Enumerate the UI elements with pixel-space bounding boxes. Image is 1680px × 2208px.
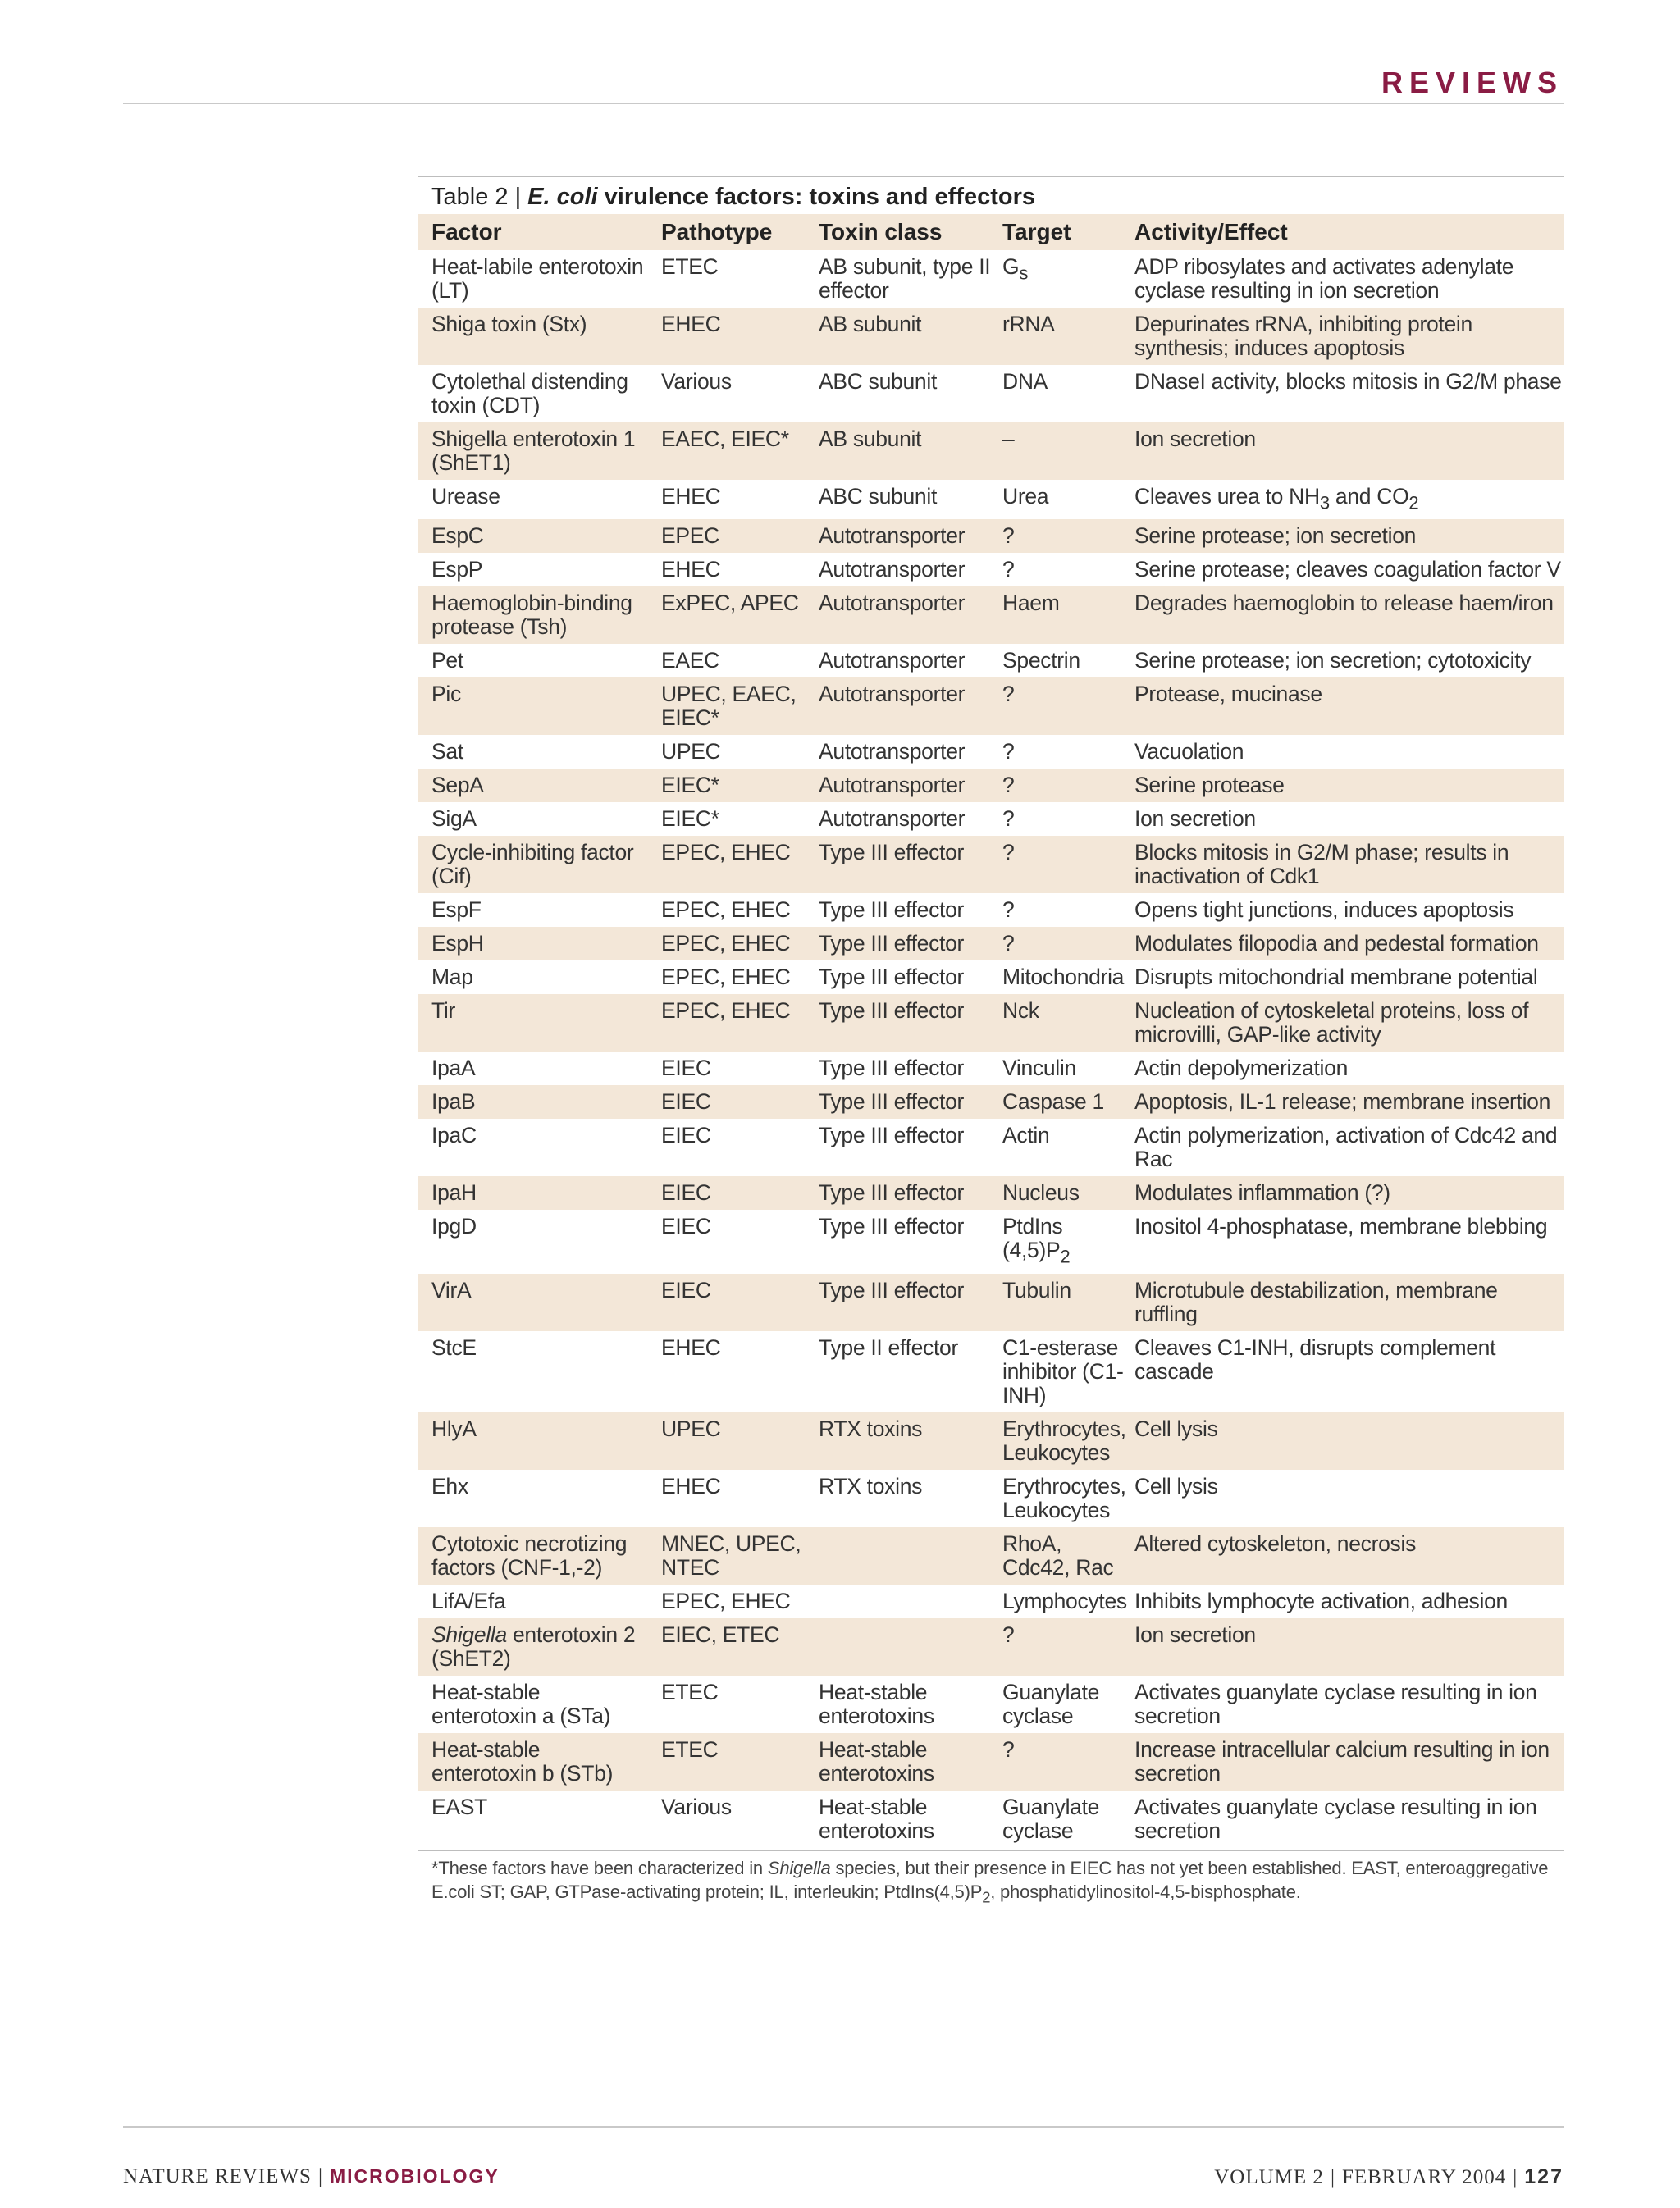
table-row xyxy=(418,927,1564,960)
cell-factor: IpaH xyxy=(418,1176,648,1210)
cell-target: Nck xyxy=(999,994,1131,1052)
column-header: Factor xyxy=(418,214,648,250)
cell-target: DNA xyxy=(1002,369,1048,394)
table-row xyxy=(418,1676,1564,1733)
cell-pathotype: UPEC, EAEC, EIEC* xyxy=(648,677,806,735)
cell-toxin-class: Autotransporter xyxy=(806,519,999,553)
table-row xyxy=(418,1412,1564,1470)
table-row xyxy=(418,802,1564,836)
journal-name: NATURE REVIEWS xyxy=(123,2165,312,2187)
table-row xyxy=(418,960,1564,994)
cell-factor: Urease xyxy=(431,484,500,509)
table-title-italic: E. coli xyxy=(527,184,598,210)
cell-pathotype: ETEC xyxy=(661,1679,719,1704)
cell-toxin-class: Type III effector xyxy=(806,994,999,1052)
footer-issue: VOLUME 2 | FEBRUARY 2004 | 127 xyxy=(1214,2165,1564,2188)
cell-factor: EspF xyxy=(431,897,482,923)
cell-toxin-class: Autotransporter xyxy=(806,769,999,802)
cell-toxin-class: ABC subunit xyxy=(819,484,938,509)
cell-effect: Ion secretion xyxy=(1131,422,1564,480)
cell-effect: Cell lysis xyxy=(1134,1473,1218,1499)
cell-pathotype: EHEC xyxy=(661,484,721,509)
cell-pathotype: EPEC, EHEC xyxy=(648,836,806,893)
cell-effect: Nucleation of cytoskeletal proteins, loss of microvilli, GAP-like activity xyxy=(1131,994,1564,1052)
cell-pathotype: Various xyxy=(661,1794,732,1819)
cell-target: Erythrocytes, Leukocytes xyxy=(1002,1473,1126,1522)
cell-effect: Degrades haemoglobin to release haem/iron xyxy=(1131,586,1564,644)
cell-factor: Cytolethal distending toxin (CDT) xyxy=(431,369,628,417)
cell-effect: Inhibits lymphocyte activation, adhesion xyxy=(1134,1588,1508,1613)
cell-toxin-class: Type III effector xyxy=(806,1176,999,1210)
table-row xyxy=(418,1085,1564,1119)
cell-factor: EspH xyxy=(418,927,648,960)
cell-toxin-class: Autotransporter xyxy=(806,677,999,735)
table-footnote: *These factors have been characterized in Shigella species, but their presence in EIEC has not yet been established. EAST, enteroaggregative E.coli ST; GAP, GTPase-activating protein; IL, interleukin; $PtdIns(4,5)P_2$, phosphatidylinositol-4,5-bisphosphate. xyxy=(431,1857,1549,1905)
cell-factor: Tir xyxy=(418,994,648,1052)
cell-toxin-class: AB subunit xyxy=(806,422,999,480)
cell-target: – xyxy=(999,422,1131,480)
cell-toxin-class: RTX toxins xyxy=(819,1473,923,1499)
column-header: Target xyxy=(999,214,1131,250)
cell-target: Guanylate cyclase xyxy=(1002,1794,1100,1843)
cell-toxin-class: Type III effector xyxy=(806,927,999,960)
cell-pathotype: EHEC xyxy=(648,308,806,365)
cell-toxin-class: Type III effector xyxy=(819,965,965,990)
cell-target: ? xyxy=(1002,897,1015,923)
table-row xyxy=(418,1331,1564,1412)
cell-factor: Heat-labile enterotoxin (LT) xyxy=(431,254,644,303)
table-row xyxy=(418,1618,1564,1676)
cell-target: RhoA, Cdc42, Rac xyxy=(999,1527,1131,1585)
column-header: Pathotype xyxy=(648,214,806,250)
cell-toxin-class xyxy=(806,1585,999,1618)
cell-effect: Apoptosis, IL-1 release; membrane insertion xyxy=(1131,1085,1564,1119)
cell-factor: IpaB xyxy=(418,1085,648,1119)
cell-effect: Cell lysis xyxy=(1131,1412,1564,1470)
table-row xyxy=(418,994,1564,1052)
cell-pathotype: EIEC xyxy=(661,1056,711,1081)
cell-pathotype: ExPEC, APEC xyxy=(648,586,806,644)
cell-toxin-class xyxy=(806,1618,999,1676)
table-row xyxy=(418,553,1564,586)
cell-target: ? xyxy=(999,519,1131,553)
table-row xyxy=(418,1527,1564,1585)
cell-factor: HlyA xyxy=(418,1412,648,1470)
column-header: Activity/Effect xyxy=(1131,214,1564,250)
cell-toxin-class: Type III effector xyxy=(819,1214,965,1239)
cell-effect: Actin polymerization, activation of Cdc42 and Rac xyxy=(1134,1123,1558,1172)
table-body xyxy=(418,250,1564,1848)
cell-pathotype: UPEC xyxy=(648,1412,806,1470)
cell-target: Mitochondria xyxy=(1002,965,1125,990)
cell-effect: Serine protease; ion secretion xyxy=(1131,519,1564,553)
cell-toxin-class: Type III effector xyxy=(819,1123,965,1148)
cell-factor: Shigella enterotoxin 1 (ShET1) xyxy=(418,422,648,480)
cell-factor: VirA xyxy=(418,1274,648,1331)
cell-target: Haem xyxy=(999,586,1131,644)
table-row xyxy=(418,1210,1564,1273)
footer-journal: NATURE REVIEWS | MICROBIOLOGY xyxy=(123,2165,500,2187)
cell-target: C1-esterase inhibitor (C1-INH) xyxy=(1002,1334,1124,1407)
cell-target: Erythrocytes, Leukocytes xyxy=(999,1412,1131,1470)
table-row xyxy=(418,644,1564,677)
cell-pathotype: EIEC, ETEC xyxy=(648,1618,806,1676)
cell-pathotype: EIEC xyxy=(648,1274,806,1331)
cell-pathotype: ETEC xyxy=(648,1733,806,1791)
cell-target: Lymphocytes xyxy=(1002,1588,1127,1613)
cell-factor: LifA/Efa xyxy=(431,1588,506,1613)
table-top-rule xyxy=(418,176,1564,177)
journal-subtitle: MICROBIOLOGY xyxy=(329,2165,500,2187)
cell-effect: Increase intracellular calcium resulting in ion secretion xyxy=(1131,1733,1564,1791)
cell-toxin-class: Heat-stable enterotoxins xyxy=(819,1679,934,1728)
cell-toxin-class: Type II effector xyxy=(819,1334,958,1360)
cell-pathotype: ETEC xyxy=(661,254,719,279)
cell-effect: Actin depolymerization xyxy=(1134,1056,1349,1081)
table-number: Table 2 | xyxy=(431,184,522,210)
cell-effect: Activates guanylate cyclase resulting in ion secretion xyxy=(1134,1794,1537,1843)
cell-effect: Cleaves urea to $NH_3$ and $CO_2$ xyxy=(1134,484,1419,513)
cell-toxin-class: Heat-stable enterotoxins xyxy=(806,1733,999,1791)
cell-pathotype: UPEC xyxy=(661,739,721,764)
cell-effect: ADP ribosylates and activates adenylate cyclase resulting in ion secretion xyxy=(1134,254,1514,303)
cell-pathotype: EPEC, EHEC xyxy=(661,1588,791,1613)
cell-effect: Vacuolation xyxy=(1134,739,1244,764)
table-row xyxy=(418,1470,1564,1527)
cell-toxin-class: Autotransporter xyxy=(819,648,966,673)
cell-pathotype: EIEC xyxy=(648,1085,806,1119)
table-row xyxy=(418,1176,1564,1210)
volume-label: VOLUME 2 xyxy=(1214,2166,1324,2188)
cell-target: ? xyxy=(1002,806,1015,832)
cell-effect: Opens tight junctions, induces apoptosis xyxy=(1134,897,1514,923)
cell-pathotype: EPEC, EHEC xyxy=(661,965,791,990)
cell-effect: Disrupts mitochondrial membrane potential xyxy=(1134,965,1538,990)
cell-effect: Serine protease xyxy=(1131,769,1564,802)
cell-factor: SepA xyxy=(418,769,648,802)
table-row xyxy=(418,519,1564,553)
cell-factor: EAST xyxy=(431,1794,488,1819)
cell-pathotype: EIEC xyxy=(648,1176,806,1210)
cell-toxin-class: Autotransporter xyxy=(819,739,966,764)
cell-factor: Haemoglobin-binding protease (Tsh) xyxy=(418,586,648,644)
cell-pathotype: EIEC xyxy=(661,1123,711,1148)
cell-pathotype: EHEC xyxy=(661,557,721,582)
cell-factor: Map xyxy=(431,965,473,990)
cell-target: Tubulin xyxy=(999,1274,1131,1331)
cell-factor: Cytotoxic necrotizing factors (CNF-1,-2) xyxy=(418,1527,648,1585)
cell-pathotype: EIEC* xyxy=(648,769,806,802)
table-row xyxy=(418,1052,1564,1085)
table-row xyxy=(418,586,1564,644)
cell-target: Vinculin xyxy=(1002,1056,1076,1081)
cell-factor: Heat-stable enterotoxin a (STa) xyxy=(431,1679,611,1728)
cell-target: ? xyxy=(999,927,1131,960)
table-row xyxy=(418,1733,1564,1791)
table-row xyxy=(418,893,1564,927)
cell-target: ? xyxy=(999,1733,1131,1791)
cell-toxin-class: Type III effector xyxy=(819,1056,965,1081)
cell-target: ? xyxy=(1002,739,1015,764)
cell-target: Guanylate cyclase xyxy=(1002,1679,1100,1728)
cell-toxin-class: Autotransporter xyxy=(819,806,966,832)
cell-pathotype: EHEC xyxy=(661,1334,721,1360)
cell-target: ? xyxy=(999,1618,1131,1676)
table-row xyxy=(418,677,1564,735)
cell-pathotype: EHEC xyxy=(661,1473,721,1499)
issue-date: FEBRUARY 2004 xyxy=(1341,2166,1507,2188)
cell-effect: Activates guanylate cyclase resulting in ion secretion xyxy=(1134,1679,1537,1728)
cell-factor: Pic xyxy=(418,677,648,735)
cell-target: ? xyxy=(999,769,1131,802)
cell-pathotype: EIEC xyxy=(661,1214,711,1239)
section-label: REVIEWS xyxy=(1381,66,1564,99)
cell-effect: Depurinates rRNA, inhibiting protein synthesis; induces apoptosis xyxy=(1131,308,1564,365)
column-header: Toxin class xyxy=(806,214,999,250)
cell-toxin-class: Type III effector xyxy=(806,1274,999,1331)
virulence-factors-table xyxy=(418,214,1564,1848)
cell-pathotype: EPEC, EHEC xyxy=(648,927,806,960)
cell-target: $G_s$ xyxy=(1002,254,1029,284)
table-row xyxy=(418,365,1564,422)
cell-effect: Blocks mitosis in G2/M phase; results in inactivation of Cdk1 xyxy=(1131,836,1564,893)
cell-toxin-class: Heat-stable enterotoxins xyxy=(819,1794,934,1843)
table-row xyxy=(418,735,1564,769)
cell-toxin-class: Type III effector xyxy=(819,897,965,923)
footer-divider xyxy=(123,2126,1564,2128)
cell-pathotype: EPEC, EHEC xyxy=(661,897,791,923)
cell-target: PtdIns $(4,5)P_2$ xyxy=(1002,1214,1071,1267)
table-bottom-rule xyxy=(418,1850,1564,1851)
cell-effect: Serine protease; ion secretion; cytotoxicity xyxy=(1134,648,1532,673)
table-row xyxy=(418,836,1564,893)
cell-factor: Ehx xyxy=(431,1473,468,1499)
cell-target: ? xyxy=(1002,557,1015,582)
table-title: virulence factors: toxins and effectors xyxy=(604,184,1036,210)
cell-toxin-class: AB subunit xyxy=(806,308,999,365)
table-row xyxy=(418,250,1564,308)
cell-factor: Shigella enterotoxin 2 (ShET2) xyxy=(418,1618,648,1676)
cell-target: ? xyxy=(999,677,1131,735)
cell-toxin-class: Autotransporter xyxy=(819,557,966,582)
table-row xyxy=(418,422,1564,480)
cell-pathotype: MNEC, UPEC, NTEC xyxy=(648,1527,806,1585)
cell-pathotype: EAEC xyxy=(661,648,719,673)
cell-target: Spectrin xyxy=(1002,648,1080,673)
cell-factor: IpaA xyxy=(431,1056,476,1081)
cell-toxin-class xyxy=(806,1527,999,1585)
table-row xyxy=(418,1791,1564,1848)
cell-toxin-class: Autotransporter xyxy=(806,586,999,644)
cell-pathotype: EIEC* xyxy=(661,806,719,832)
cell-effect: Protease, mucinase xyxy=(1131,677,1564,735)
cell-factor: Shiga toxin (Stx) xyxy=(418,308,648,365)
table-row xyxy=(418,1585,1564,1618)
cell-factor: EspC xyxy=(418,519,648,553)
cell-effect: Inositol 4-phosphatase, membrane blebbing xyxy=(1134,1214,1548,1239)
table-row xyxy=(418,308,1564,365)
cell-target: ? xyxy=(999,836,1131,893)
cell-target: Actin xyxy=(1002,1123,1050,1148)
cell-target: rRNA xyxy=(999,308,1131,365)
cell-factor: IpaC xyxy=(431,1123,477,1148)
cell-effect: DNaseI activity, blocks mitosis in G2/M phase xyxy=(1134,369,1562,394)
cell-factor: Pet xyxy=(431,648,463,673)
cell-factor: Sat xyxy=(431,739,463,764)
cell-effect: Serine protease; cleaves coagulation factor V xyxy=(1134,557,1561,582)
cell-factor: Cycle-inhibiting factor (Cif) xyxy=(418,836,648,893)
cell-effect: Modulates filopodia and pedestal formation xyxy=(1131,927,1564,960)
table-caption xyxy=(431,184,1564,211)
cell-effect: Microtubule destabilization, membrane ruffling xyxy=(1131,1274,1564,1331)
table-row xyxy=(418,769,1564,802)
cell-pathotype: Various xyxy=(661,369,732,394)
cell-pathotype: EPEC xyxy=(648,519,806,553)
header-divider xyxy=(123,103,1564,104)
table-row xyxy=(418,1119,1564,1176)
cell-toxin-class: Type III effector xyxy=(806,836,999,893)
cell-effect: Ion secretion xyxy=(1131,1618,1564,1676)
cell-pathotype: EAEC, EIEC* xyxy=(648,422,806,480)
cell-effect: Modulates inflammation (?) xyxy=(1131,1176,1564,1210)
table-header-row xyxy=(418,214,1564,250)
cell-toxin-class: ABC subunit xyxy=(819,369,938,394)
table-container xyxy=(418,176,1564,1909)
cell-factor: SigA xyxy=(431,806,477,832)
cell-factor: Heat-stable enterotoxin b (STb) xyxy=(418,1733,648,1791)
cell-toxin-class: Type III effector xyxy=(806,1085,999,1119)
page-number: 127 xyxy=(1524,2165,1564,2188)
cell-factor: IpgD xyxy=(431,1214,477,1239)
table-row xyxy=(418,1274,1564,1331)
table-row xyxy=(418,480,1564,519)
cell-target: Nucleus xyxy=(999,1176,1131,1210)
cell-pathotype: EPEC, EHEC xyxy=(648,994,806,1052)
cell-effect: Cleaves C1-INH, disrupts complement cascade xyxy=(1134,1334,1496,1384)
cell-factor: EspP xyxy=(431,557,483,582)
cell-effect: Ion secretion xyxy=(1134,806,1256,832)
cell-target: Caspase 1 xyxy=(999,1085,1131,1119)
cell-toxin-class: RTX toxins xyxy=(806,1412,999,1470)
cell-target: Urea xyxy=(1002,484,1049,509)
cell-factor: StcE xyxy=(431,1334,477,1360)
cell-toxin-class: AB subunit, type II effector xyxy=(819,254,991,303)
cell-effect: Altered cytoskeleton, necrosis xyxy=(1131,1527,1564,1585)
